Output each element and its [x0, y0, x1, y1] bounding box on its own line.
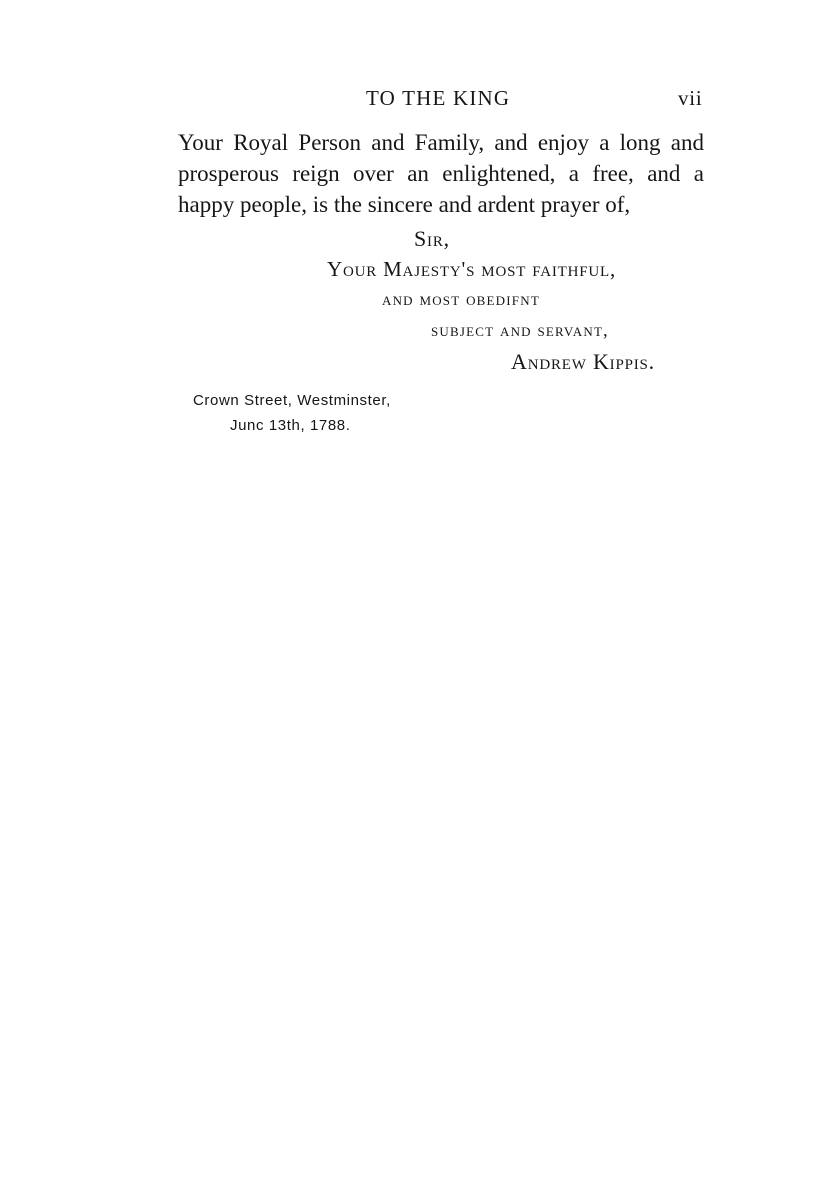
signature-name: Andrew Kippis.	[511, 349, 655, 374]
paragraph-line: happy people, is the sincere and ardent prayer of,	[178, 192, 631, 217]
subscription-line: subject and servant,	[431, 320, 609, 340]
subscription-line: and most obedifnt	[382, 289, 540, 309]
paragraph-line: Your Royal Person and Family, and enjoy a long and	[178, 130, 704, 155]
date-line: Junc 13th, 1788.	[230, 417, 351, 434]
subscription-line: Your Majesty's most faithful,	[327, 257, 617, 281]
paragraph-line: prosperous reign over an enlightened, a free, and a	[178, 161, 704, 186]
running-head-title: TO THE KING	[366, 86, 511, 110]
place-line: Crown Street, Westminster,	[193, 392, 391, 409]
dateline	[0, 0, 840, 450]
salutation: Sir,	[414, 226, 450, 251]
page-number: vii	[678, 86, 703, 110]
